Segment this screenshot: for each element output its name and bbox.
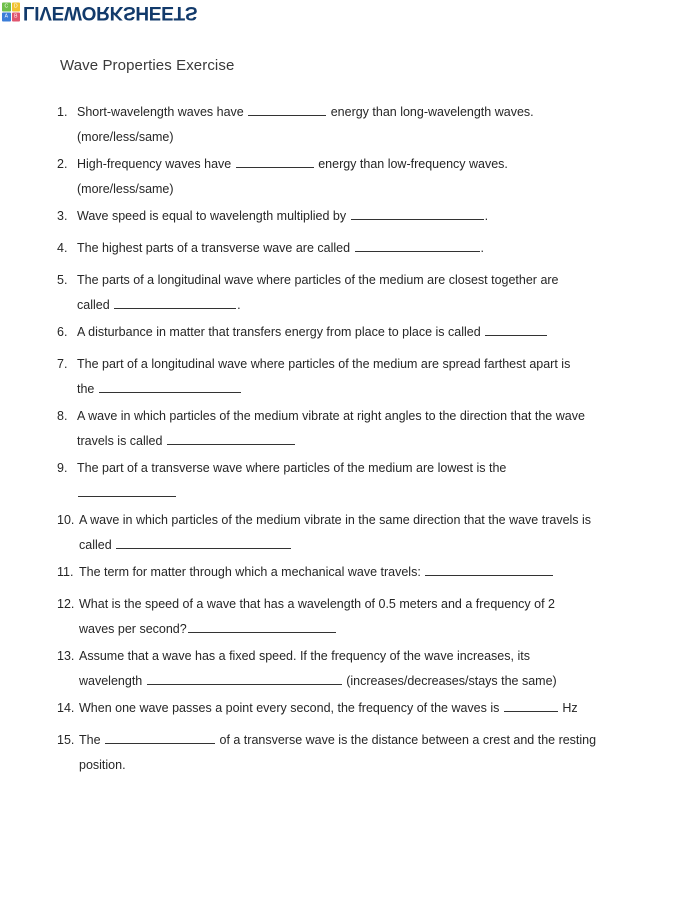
question-number: 1. (57, 105, 68, 119)
question-text: position. (79, 758, 126, 772)
answer-blank[interactable] (99, 379, 241, 393)
question-text: When one wave passes a point every second, the frequency of the waves is (79, 701, 503, 715)
question-text: A wave in which particles of the medium vibrate at right angles to the direction that the wave (77, 409, 585, 423)
logo-mark-cell-2: B (12, 13, 21, 22)
question-text: Assume that a wave has a fixed speed. If the frequency of the wave increases, its (79, 649, 530, 663)
answer-blank[interactable] (485, 322, 547, 336)
question-item (57, 728, 657, 778)
question-number: 6. (57, 325, 68, 339)
question-item (57, 204, 657, 229)
question-item (57, 100, 657, 150)
question-line (79, 592, 657, 617)
question-number: 12. (57, 597, 75, 611)
answer-blank[interactable] (355, 238, 480, 252)
question-item (57, 560, 657, 585)
question-item (57, 152, 657, 202)
question-text: The part of a transverse wave where particles of the medium are lowest is the (77, 461, 507, 475)
answer-blank[interactable] (167, 431, 295, 445)
question-line (77, 152, 657, 177)
question-number: 4. (57, 241, 68, 255)
question-line (79, 696, 657, 721)
question-line (77, 204, 657, 229)
question-line (79, 560, 657, 585)
question-number: 9. (57, 461, 68, 475)
question-line (77, 352, 657, 377)
answer-blank[interactable] (116, 535, 291, 549)
question-item (57, 508, 657, 558)
question-text: the (77, 382, 98, 396)
question-line (77, 236, 657, 261)
question-text: energy than long-wavelength waves. (327, 105, 534, 119)
question-body (79, 560, 657, 585)
question-line (77, 125, 657, 150)
question-line (79, 644, 657, 669)
question-item (57, 352, 657, 402)
question-item (57, 644, 657, 694)
question-number: 10. (57, 513, 75, 527)
answer-blank[interactable] (504, 698, 558, 712)
question-line (79, 617, 657, 642)
answer-blank[interactable] (105, 730, 215, 744)
question-item (57, 456, 657, 506)
answer-blank[interactable] (236, 154, 314, 168)
question-line (79, 669, 657, 694)
question-text: waves per second? (79, 622, 187, 636)
question-text: What is the speed of a wave that has a wavelength of 0.5 meters and a frequency of 2 (79, 597, 555, 611)
question-body (79, 592, 657, 642)
question-text: (increases/decreases/stays the same) (342, 674, 557, 688)
question-text: Short-wavelength waves have (77, 105, 248, 119)
question-item (57, 592, 657, 642)
question-text: travels is called (77, 434, 166, 448)
question-text: of a transverse wave is the distance between a crest and the resting (216, 733, 597, 747)
question-line (77, 404, 657, 429)
answer-blank[interactable] (188, 619, 336, 633)
question-number: 15. (57, 733, 75, 747)
answer-blank[interactable] (78, 483, 176, 497)
question-text: wavelength (79, 674, 146, 688)
question-number: 11. (57, 565, 74, 579)
question-text: (more/less/same) (77, 130, 174, 144)
question-line (79, 753, 657, 778)
question-text: The parts of a longitudinal wave where particles of the medium are closest together are (77, 273, 559, 287)
question-text: . (484, 209, 489, 223)
question-body (77, 268, 657, 318)
question-body (77, 456, 657, 506)
question-text: . (480, 241, 485, 255)
question-item (57, 696, 657, 721)
question-line (79, 533, 657, 558)
question-line (77, 293, 657, 318)
question-number: 14. (57, 701, 75, 715)
answer-blank[interactable] (351, 206, 484, 220)
question-body (79, 696, 657, 721)
answer-blank[interactable] (147, 671, 342, 685)
question-text: Wave speed is equal to wavelength multiplied by (77, 209, 350, 223)
question-list (57, 100, 657, 780)
page-title: Wave Properties Exercise (60, 57, 235, 74)
question-text: energy than low-frequency waves. (314, 157, 508, 171)
question-body (77, 100, 657, 150)
question-number: 7. (57, 357, 68, 371)
question-text: High-frequency waves have (77, 157, 235, 171)
question-text: . (237, 298, 241, 312)
question-text: The highest parts of a transverse wave are called (77, 241, 354, 255)
question-body (79, 644, 657, 694)
question-body (77, 404, 657, 454)
question-text: The term for matter through which a mechanical wave travels: (79, 565, 425, 579)
question-text: Hz (558, 701, 578, 715)
question-body (77, 204, 657, 229)
question-line (79, 508, 657, 533)
logo-mark-cell-1: A (2, 13, 11, 22)
liveworksheets-logo-text: LIVEWORKSHEETS (23, 1, 198, 23)
answer-blank[interactable] (114, 295, 236, 309)
question-text: (more/less/same) (77, 182, 174, 196)
question-text: The (79, 733, 105, 747)
question-line (77, 481, 657, 506)
question-line (77, 177, 657, 202)
question-number: 3. (57, 209, 68, 223)
answer-blank[interactable] (425, 562, 553, 576)
question-body (77, 352, 657, 402)
question-line (77, 320, 657, 345)
question-number: 8. (57, 409, 68, 423)
question-item (57, 268, 657, 318)
question-text: A disturbance in matter that transfers energy from place to place is called (77, 325, 485, 339)
question-text: called (77, 298, 114, 312)
question-line (77, 268, 657, 293)
question-item (57, 236, 657, 261)
question-text: called (79, 538, 116, 552)
question-body (77, 236, 657, 261)
question-number: 13. (57, 649, 75, 663)
question-text: The part of a longitudinal wave where particles of the medium are spread farthest apart is (77, 357, 571, 371)
logo-mark-cell-4: D (12, 3, 21, 12)
question-number: 2. (57, 157, 68, 171)
question-line (77, 100, 657, 125)
question-line (77, 377, 657, 402)
question-item (57, 404, 657, 454)
question-number: 5. (57, 273, 68, 287)
logo-mark-cell-3: C (2, 3, 11, 12)
question-text: A wave in which particles of the medium vibrate in the same direction that the wave travels is (79, 513, 592, 527)
question-line (79, 728, 657, 753)
question-item (57, 320, 657, 345)
question-body (79, 728, 657, 778)
question-body (77, 320, 657, 345)
question-line (77, 429, 657, 454)
question-line (77, 456, 657, 481)
question-body (77, 152, 657, 202)
question-body (79, 508, 657, 558)
answer-blank[interactable] (248, 102, 326, 116)
